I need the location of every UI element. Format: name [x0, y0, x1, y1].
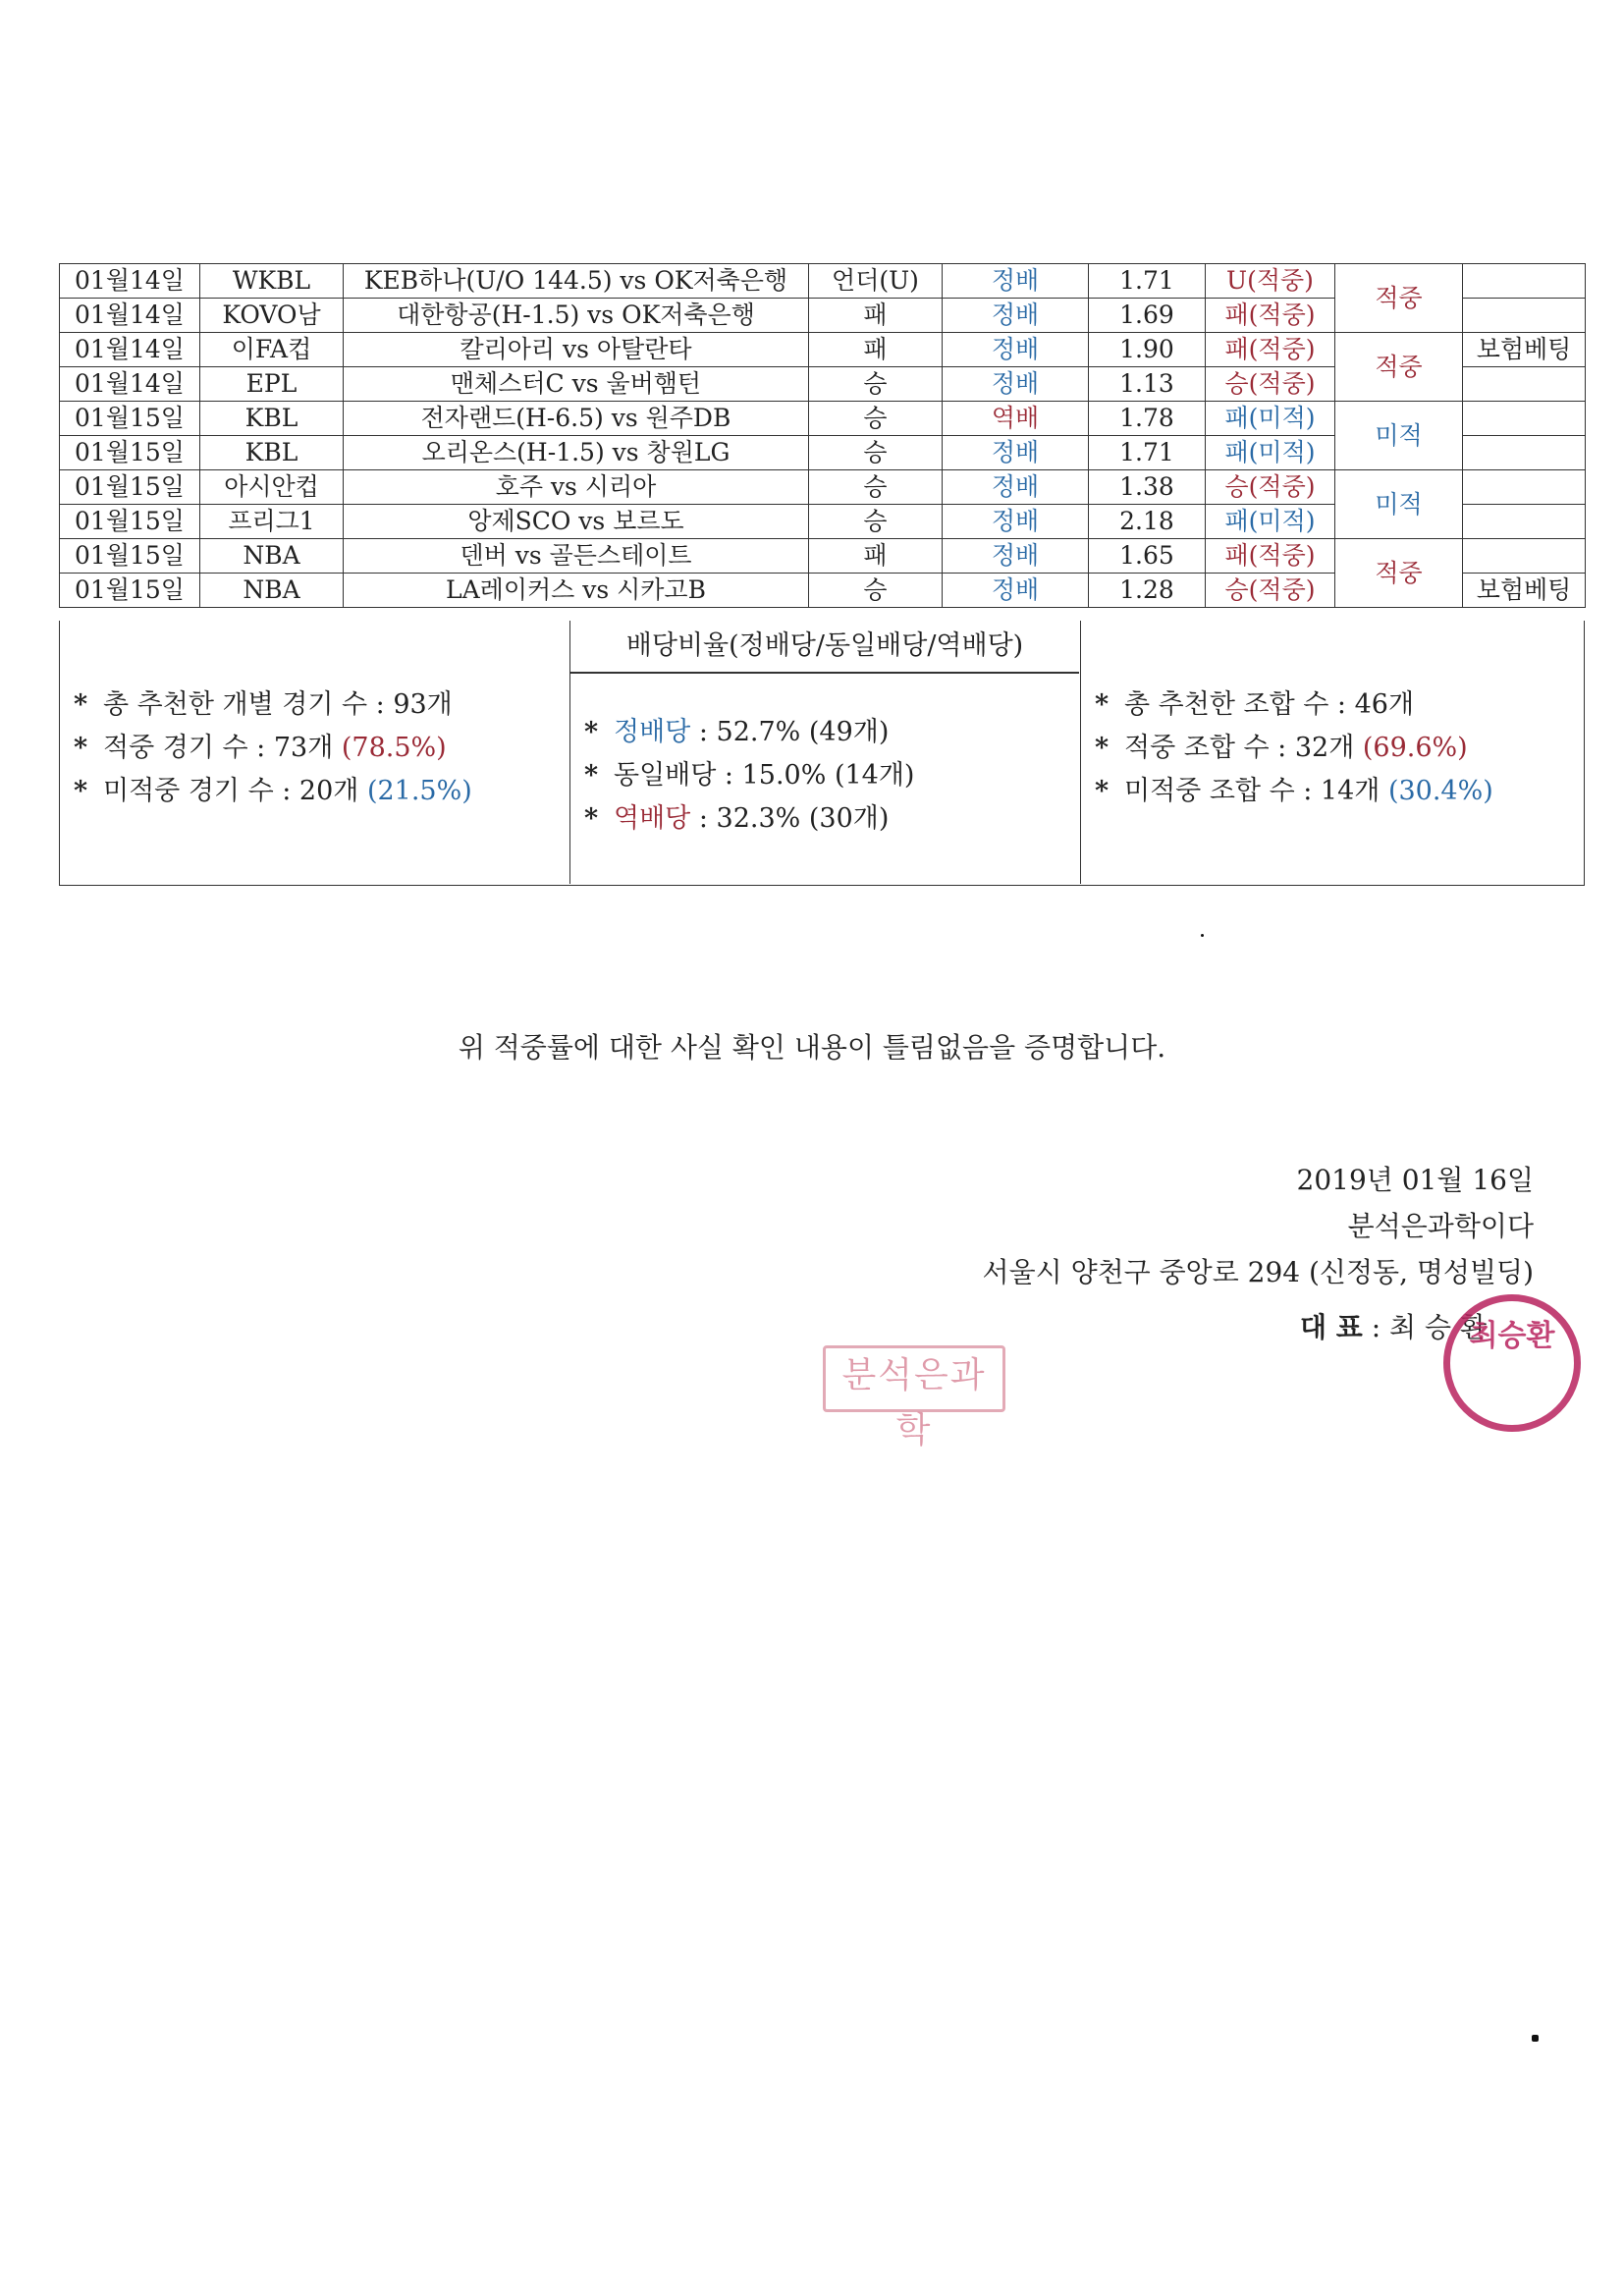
pick-cell: 패	[809, 333, 943, 367]
pick-cell: 패	[809, 539, 943, 574]
date-cell: 01월15일	[60, 402, 200, 436]
combo-result-cell: 미적	[1335, 402, 1463, 470]
results-table	[59, 263, 1586, 608]
bullet: *	[74, 689, 88, 720]
note-cell	[1463, 470, 1586, 505]
table-row	[60, 470, 1586, 505]
miss-games-line: * 미적중 경기 수 : 20개 (21.5%)	[74, 774, 472, 809]
total-games-line: * 총 추천한 개별 경기 수 : 93개	[74, 687, 453, 723]
match-cell: LA레이커스 vs 시카고B	[344, 574, 809, 608]
result-cell: 패(적중)	[1206, 299, 1335, 333]
summary-box	[59, 621, 1585, 886]
result-cell: 패(미적)	[1206, 436, 1335, 470]
pick-cell: 패	[809, 299, 943, 333]
result-cell: 승(적중)	[1206, 367, 1335, 402]
miss-pct: (21.5%)	[366, 776, 472, 806]
league-cell: 프리그1	[200, 505, 344, 539]
odds-cell: 1.65	[1089, 539, 1206, 574]
note-cell	[1463, 299, 1586, 333]
company-seal-stamp: 분석은과학	[823, 1345, 1005, 1412]
date-cell: 01월15일	[60, 470, 200, 505]
odds-cell: 1.78	[1089, 402, 1206, 436]
table-row	[60, 539, 1586, 574]
total-combos-line: * 총 추천한 조합 수 : 46개	[1095, 687, 1414, 723]
combo-result-cell: 적중	[1335, 539, 1463, 608]
odds-type-cell: 정배	[943, 574, 1089, 608]
result-cell: 승(적중)	[1206, 470, 1335, 505]
league-cell: WKBL	[200, 264, 344, 299]
date-cell: 01월14일	[60, 264, 200, 299]
match-cell: 호주 vs 시리아	[344, 470, 809, 505]
match-cell: 덴버 vs 골든스테이트	[344, 539, 809, 574]
match-cell: 맨체스터C vs 울버햄턴	[344, 367, 809, 402]
miss-combo-pct: (30.4%)	[1387, 776, 1493, 806]
bullet: *	[74, 733, 88, 763]
league-cell: 아시안컵	[200, 470, 344, 505]
bullet: *	[584, 717, 599, 747]
miss-combos-line: * 미적중 조합 수 : 14개 (30.4%)	[1095, 774, 1493, 809]
note-cell	[1463, 367, 1586, 402]
odds-cell: 1.69	[1089, 299, 1206, 333]
representative-seal-stamp: 최승환	[1443, 1294, 1581, 1432]
note-cell: 보험베팅	[1463, 574, 1586, 608]
result-cell: 패(적중)	[1206, 333, 1335, 367]
match-cell: KEB하나(U/O 144.5) vs OK저축은행	[344, 264, 809, 299]
odds-cell: 2.18	[1089, 505, 1206, 539]
date-cell: 01월15일	[60, 505, 200, 539]
odds-ratio-stats	[570, 621, 1081, 884]
odds-cell: 1.90	[1089, 333, 1206, 367]
result-cell: 패(미적)	[1206, 402, 1335, 436]
pick-cell: 승	[809, 436, 943, 470]
match-cell: 앙제SCO vs 보르도	[344, 505, 809, 539]
bullet: *	[584, 803, 599, 834]
match-cell: 칼리아리 vs 아탈란타	[344, 333, 809, 367]
company-name: 분석은과학이다	[1347, 1210, 1534, 1242]
hit-games-line: * 적중 경기 수 : 73개 (78.5%)	[74, 731, 447, 766]
date-cell: 01월14일	[60, 299, 200, 333]
match-cell: 오리온스(H-1.5) vs 창원LG	[344, 436, 809, 470]
odds-type-cell: 정배	[943, 539, 1089, 574]
odds-cell: 1.13	[1089, 367, 1206, 402]
result-cell: 승(적중)	[1206, 574, 1335, 608]
note-cell	[1463, 264, 1586, 299]
league-cell: NBA	[200, 539, 344, 574]
hit-pct: (78.5%)	[341, 733, 447, 763]
pick-cell: 언더(U)	[809, 264, 943, 299]
scan-speck	[1201, 934, 1204, 937]
bullet: *	[1095, 689, 1110, 720]
certification-statement: 위 적중률에 대한 사실 확인 내용이 틀림없음을 증명합니다.	[458, 1031, 1166, 1064]
result-cell: U(적중)	[1206, 264, 1335, 299]
note-cell	[1463, 505, 1586, 539]
even-ratio-line: * 동일배당 : 15.0% (14개)	[584, 758, 914, 793]
company-address: 서울시 양천구 중앙로 294 (신정동, 명성빌딩)	[982, 1256, 1534, 1288]
hit-combos-line: * 적중 조합 수 : 32개 (69.6%)	[1095, 731, 1468, 766]
hit-combo-pct: (69.6%)	[1362, 733, 1468, 763]
underdog-ratio-line: * 역배당 : 32.3% (30개)	[584, 801, 889, 837]
table-row	[60, 264, 1586, 299]
pick-cell: 승	[809, 505, 943, 539]
date-cell: 01월15일	[60, 539, 200, 574]
league-cell: 이FA컵	[200, 333, 344, 367]
date-cell: 01월15일	[60, 436, 200, 470]
representative-label: 대 표	[1299, 1311, 1363, 1343]
combo-result-cell: 적중	[1335, 333, 1463, 402]
combo-result-cell: 미적	[1335, 470, 1463, 539]
ratio-title: 배당비율(정배당/동일배당/역배당)	[570, 621, 1079, 674]
result-cell: 패(미적)	[1206, 505, 1335, 539]
bullet: *	[1095, 733, 1110, 763]
league-cell: KOVO남	[200, 299, 344, 333]
note-cell	[1463, 539, 1586, 574]
favorite-ratio-line: * 정배당 : 52.7% (49개)	[584, 715, 889, 750]
individual-stats	[60, 621, 570, 884]
odds-type-cell: 정배	[943, 470, 1089, 505]
league-cell: EPL	[200, 367, 344, 402]
date-cell: 01월14일	[60, 367, 200, 402]
league-cell: KBL	[200, 402, 344, 436]
date-cell: 01월15일	[60, 574, 200, 608]
odds-type-cell: 정배	[943, 367, 1089, 402]
league-cell: KBL	[200, 436, 344, 470]
result-cell: 패(적중)	[1206, 539, 1335, 574]
odds-type-cell: 정배	[943, 436, 1089, 470]
pick-cell: 승	[809, 402, 943, 436]
odds-type-cell: 정배	[943, 299, 1089, 333]
match-cell: 대한항공(H-1.5) vs OK저축은행	[344, 299, 809, 333]
odds-cell: 1.38	[1089, 470, 1206, 505]
issue-date: 2019년 01월 16일	[1296, 1164, 1534, 1196]
league-cell: NBA	[200, 574, 344, 608]
bullet: *	[74, 776, 88, 806]
odds-type-cell: 정배	[943, 264, 1089, 299]
table-row	[60, 333, 1586, 367]
scan-speck	[1532, 2035, 1539, 2042]
match-cell: 전자랜드(H-6.5) vs 원주DB	[344, 402, 809, 436]
bullet: *	[1095, 776, 1110, 806]
pick-cell: 승	[809, 470, 943, 505]
date-cell: 01월14일	[60, 333, 200, 367]
odds-type-cell: 정배	[943, 505, 1089, 539]
note-cell	[1463, 402, 1586, 436]
odds-cell: 1.71	[1089, 264, 1206, 299]
note-cell	[1463, 436, 1586, 470]
odds-type-cell: 역배	[943, 402, 1089, 436]
combo-result-cell: 적중	[1335, 264, 1463, 333]
note-cell: 보험베팅	[1463, 333, 1586, 367]
representative-name: : 최 승 환	[1362, 1311, 1487, 1343]
pick-cell: 승	[809, 367, 943, 402]
combo-stats	[1081, 621, 1584, 884]
bullet: *	[584, 760, 599, 791]
odds-type-cell: 정배	[943, 333, 1089, 367]
pick-cell: 승	[809, 574, 943, 608]
odds-cell: 1.71	[1089, 436, 1206, 470]
odds-cell: 1.28	[1089, 574, 1206, 608]
table-row	[60, 402, 1586, 436]
